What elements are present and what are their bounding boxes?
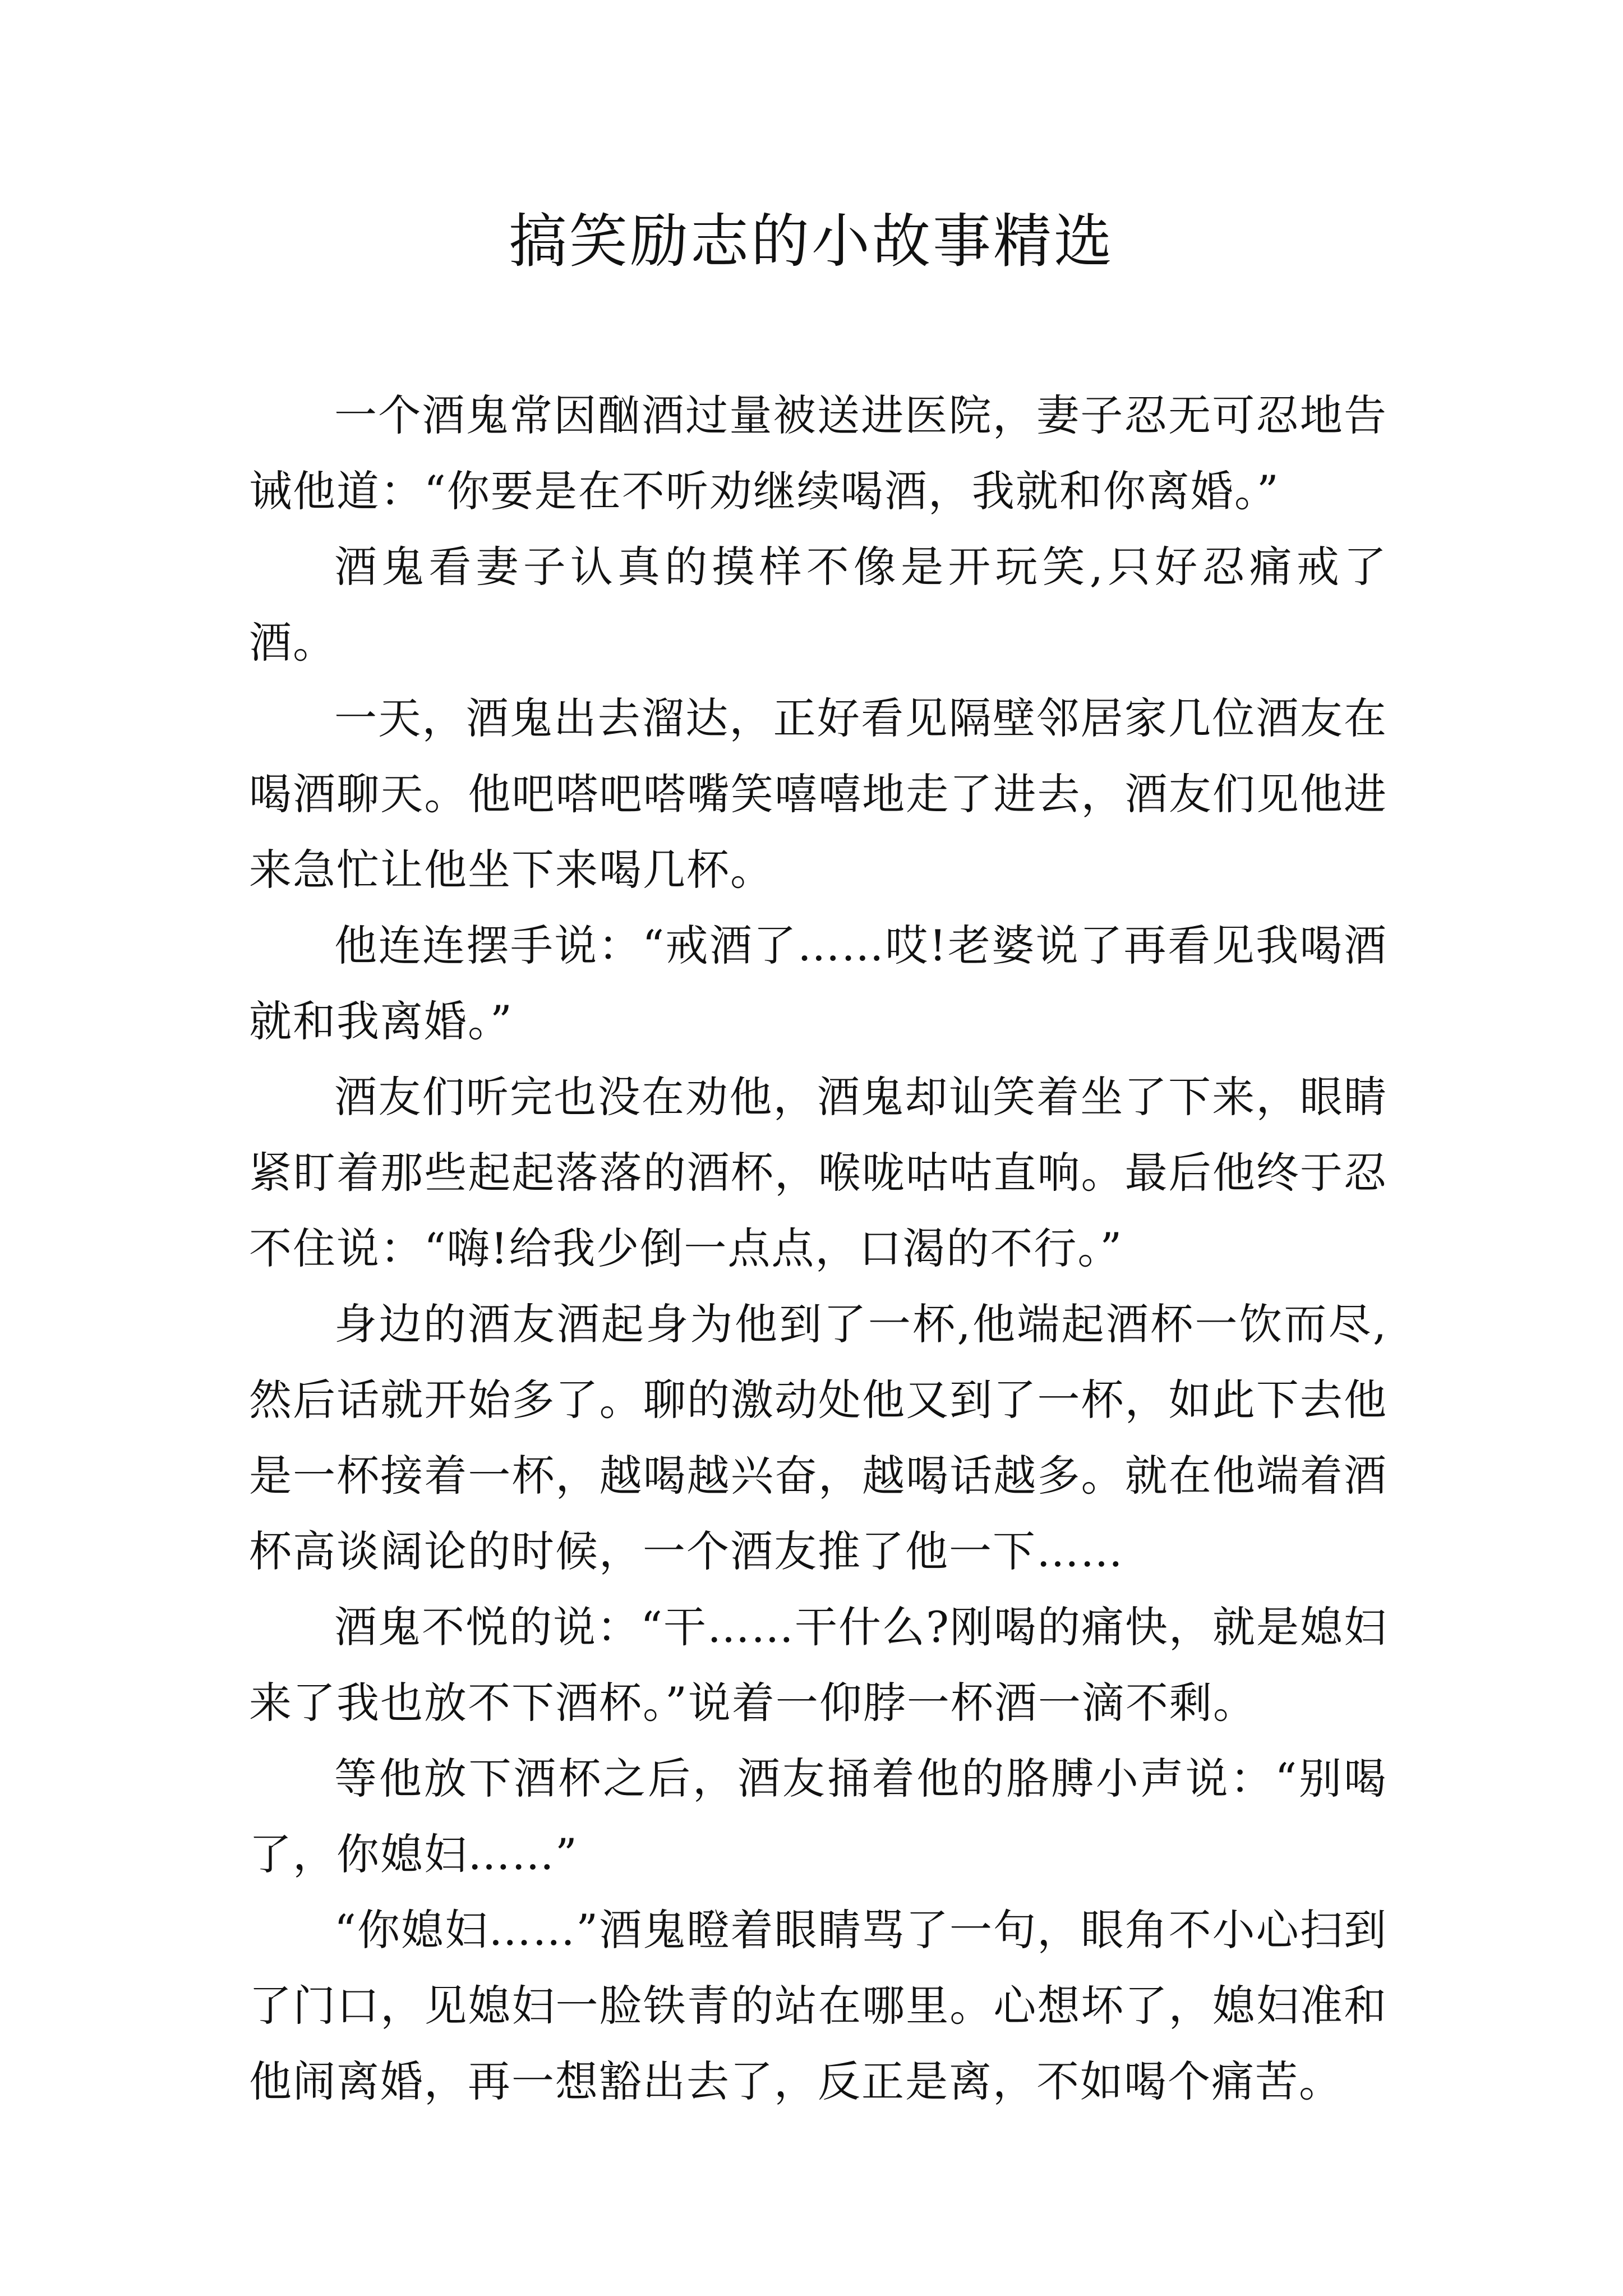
paragraph: 一天，酒鬼出去溜达，正好看见隔壁邻居家几位酒友在喝酒聊天。他吧嗒吧嗒嘴笑嘻嘻地走了进去，酒友们见他进来急忙让他坐下来喝几杯。: [249, 693, 1387, 895]
paragraph: 一个酒鬼常因酗酒过量被送进医院，妻子忍无可忍地告诫他道：“你要是在不听劝继续喝酒，我就和你离婚。”: [249, 390, 1387, 516]
paragraph: “你媳妇……”酒鬼瞪着眼睛骂了一句，眼角不小心扫到了门口，见媳妇一脸铁青的站在哪里。心想坏了，媳妇准和他闹离婚，再一想豁出去了，反正是离，不如喝个痛苦。: [249, 1905, 1387, 2106]
paragraph: 酒友们听完也没在劝他，酒鬼却讪笑着坐了下来，眼睛紧盯着那些起起落落的酒杯，喉咙咕咕直响。最后他终于忍不住说：“嗨!给我少倒一点点，口渴的不行。”: [249, 1072, 1387, 1273]
document-title: 搞笑励志的小故事精选: [508, 207, 1114, 275]
paragraph: 他连连摆手说：“戒酒了……哎!老婆说了再看见我喝酒就和我离婚。”: [249, 921, 1387, 1046]
paragraph: 酒鬼不悦的说：“干……干什么?刚喝的痛快，就是媳妇来了我也放不下酒杯。”说着一仰脖一杯酒一滴不剩。: [249, 1602, 1387, 1728]
paragraph: 等他放下酒杯之后，酒友捅着他的胳膊小声说：“别喝了，你媳妇……”: [249, 1754, 1387, 1879]
paragraph: 身边的酒友酒起身为他到了一杯,他端起酒杯一饮而尽,然后话就开始多了。聊的激动处他又到了一杯，如此下去他是一杯接着一杯，越喝越兴奋，越喝话越多。就在他端着酒杯高谈阔论的时候，一个酒友推了他一下……: [249, 1299, 1387, 1576]
paragraph: 酒鬼看妻子认真的摸样不像是开玩笑,只好忍痛戒了酒。: [249, 542, 1387, 668]
document-body: [249, 378, 1387, 2119]
